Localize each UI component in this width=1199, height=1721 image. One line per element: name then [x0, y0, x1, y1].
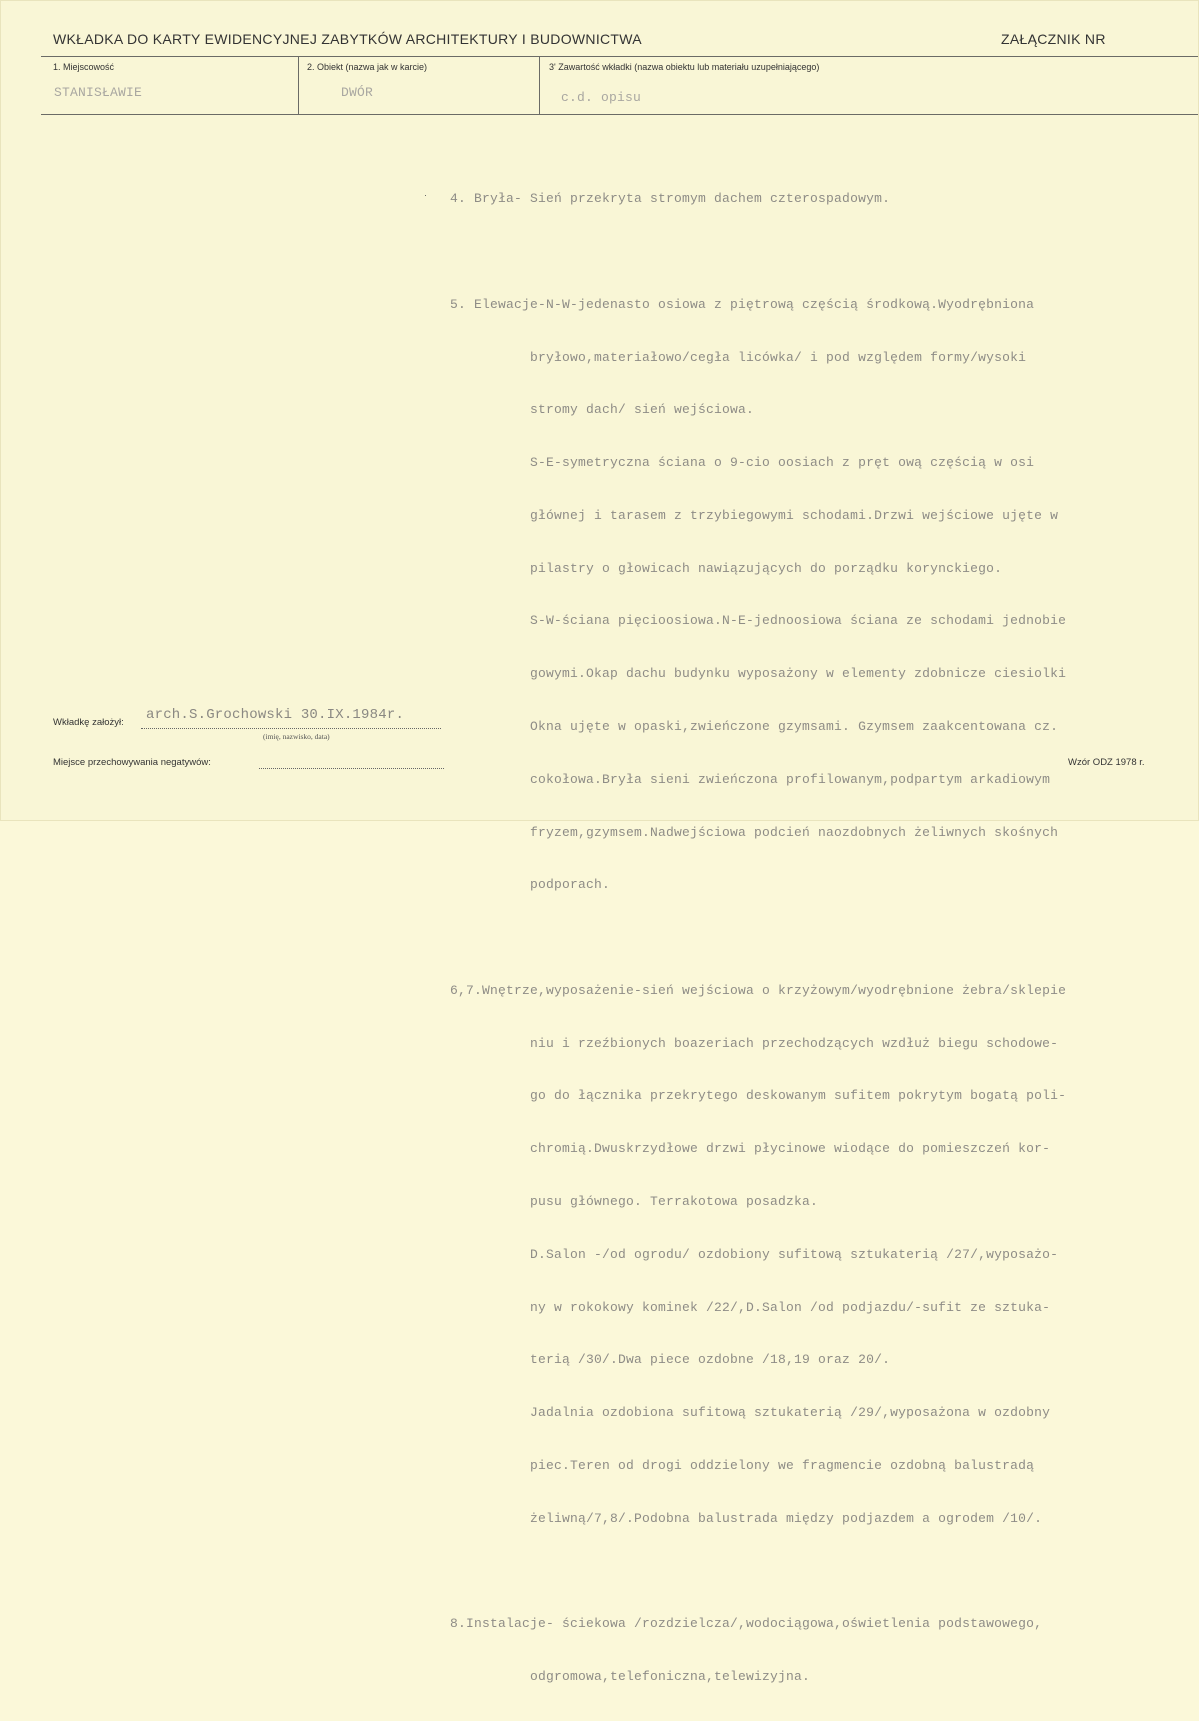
body-line: terią /30/.Dwa piece ozdobne /18,19 oraz 20/.: [450, 1352, 891, 1368]
established-value: arch.S.Grochowski 30.IX.1984r.: [146, 707, 405, 723]
body-line: ny w rokokowy kominek /22/,D.Salon /od podjazdu/-sufit ze sztuka-: [450, 1299, 1051, 1315]
body-line: żeliwną/7,8/.Podobna balustrada między podjazdem a ogrodem /10/.: [450, 1510, 1043, 1526]
body-line: gowymi.Okap dachu budynku wyposażony w elementy zdobnicze ciesiolki: [450, 666, 1067, 682]
content-value: c.d. opisu: [561, 90, 642, 105]
body-line: pusu głównego. Terrakotowa posadzka.: [450, 1194, 819, 1210]
body-line: chromią.Dwuskrzydłowe drzwi płycinowe wiodące do pomieszczeń kor-: [450, 1141, 1051, 1157]
body-line: S-W-ściana pięcioosiowa.N-E-jednoosiowa ściana ze schodami jednobie: [450, 613, 1067, 629]
established-dotline: [141, 728, 441, 729]
body-line: głównej i tarasem z trzybiegowymi schodami.Drzwi wejściowe ujęte w: [450, 507, 1059, 523]
locality-value: STANISŁAWIE: [54, 85, 143, 100]
body-line: stromy dach/ sień wejściowa.: [450, 402, 755, 418]
content-label: 3' Zawartość wkładki (nazwa obiektu lub materiału uzupełniającego): [549, 62, 820, 72]
body-line: D.Salon -/od ogrodu/ ozdobiony sufitową sztukaterią /27/,wyposażo-: [450, 1246, 1059, 1262]
body-line: 8.Instalacje- ściekowa /rozdzielcza/,wodociągowa,oświetlenia podstawowego,: [450, 1616, 1043, 1632]
form-code: Wzór ODZ 1978 r.: [1068, 757, 1145, 768]
object-label: 2. Obiekt (nazwa jak w karcie): [307, 62, 428, 72]
form-title: WKŁADKA DO KARTY EWIDENCYJNEJ ZABYTKÓW ARCHITEKTURY I BUDOWNICTWA: [53, 31, 642, 47]
body-line: Okna ujęte w opaski,zwieńczone gzymsami. Gzymsem zaakcentowana cz.: [450, 719, 1059, 734]
field-divider-2: [539, 56, 540, 114]
annex-label: ZAŁĄCZNIK NR: [1001, 31, 1106, 47]
description-body: [450, 155, 1066, 1721]
body-line: niu i rzeźbionych boazeriach przechodzących wzdłuż biegu schodowe-: [450, 1035, 1059, 1051]
negatives-dotline: [259, 768, 444, 769]
body-line: bryłowo,materiałowo/cegła licówka/ i pod względem formy/wysoki: [450, 349, 1027, 365]
fields-bottom-rule: [41, 114, 1198, 115]
body-line: [450, 929, 1066, 947]
body-line: S-E-symetryczna ściana o 9-cio oosiach z pręt ową częścią w osi: [450, 455, 1035, 471]
body-line: piec.Teren od drogi oddzielony we fragmencie ozdobną balustradą: [450, 1457, 1035, 1473]
body-line: [450, 1563, 1066, 1581]
established-label: Wkładkę założył:: [53, 717, 124, 728]
body-line: 5. Elewacje-N-W-jedenasto osiowa z piętrową częścią środkową.Wyodrębniona: [450, 296, 1035, 312]
body-line: fryzem,gzymsem.Nadwejściowa podcień naozdobnych żeliwnych skośnych: [450, 824, 1059, 840]
header-rule: [41, 56, 1198, 57]
body-line: 4. Bryła- Sień przekryta stromym dachem czterospadowym.: [450, 191, 891, 207]
established-hint: (imię, nazwisko, data): [263, 732, 330, 741]
body-line: odgromowa,telefoniczna,telewizyjna.: [450, 1669, 811, 1685]
object-value: DWÓR: [341, 85, 374, 100]
negatives-label: Miejsce przechowywania negatywów:: [53, 757, 211, 768]
locality-label: 1. Miejscowość: [53, 62, 115, 72]
body-line: 6,7.Wnętrze,wyposażenie-sień wejściowa o krzyżowym/wyodrębnione żebra/sklepie: [450, 982, 1067, 998]
body-line: pilastry o głowicach nawiązujących do porządku korynckiego.: [450, 560, 1003, 576]
field-divider-1: [298, 56, 299, 114]
body-line: [450, 243, 1066, 261]
body-line: Jadalnia ozdobiona sufitową sztukaterią /29/,wyposażona w ozdobny: [450, 1405, 1051, 1421]
body-line: go do łącznika przekrytego deskowanym sufitem pokrytym bogatą poli-: [450, 1088, 1067, 1104]
body-line: cokołowa.Bryła sieni zwieńczona profilowanym,podpartym arkadiowym: [450, 771, 1051, 787]
margin-mark: ·: [424, 190, 427, 200]
body-line: podporach.: [450, 877, 611, 893]
